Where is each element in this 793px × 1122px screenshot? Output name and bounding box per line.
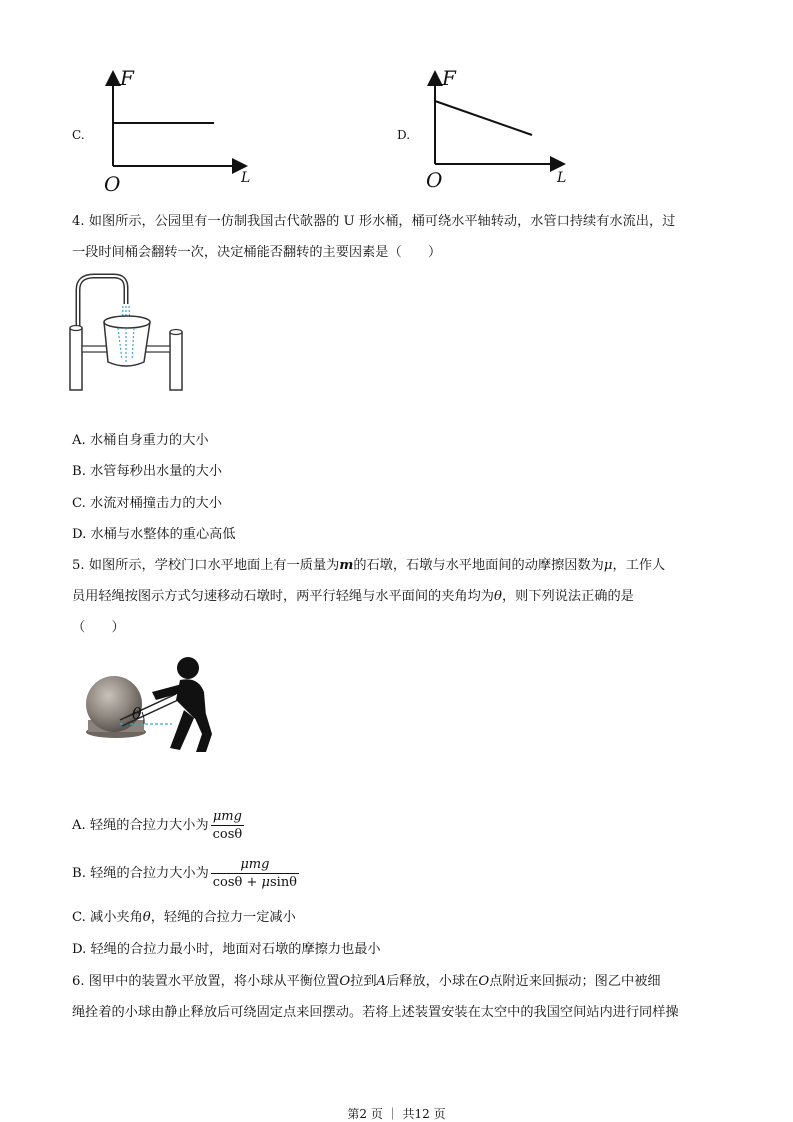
q4-option-a: A. 水桶自身重力的大小	[72, 433, 209, 448]
q4-stem-line1: 4. 如图所示，公园里有一仿制我国古代欹器的 U 形水桶，桶可绕水平轴转动，水管口持续有水流出，过	[72, 214, 676, 229]
q4-stem-line2: 一段时间桶会翻转一次，决定桶能否翻转的主要因素是（ ）	[72, 245, 442, 260]
graph-c-x-label: L	[241, 170, 251, 186]
theta-label: θ	[132, 704, 142, 723]
graph-d-x-label: L	[557, 170, 567, 186]
option-d-label: D.	[397, 128, 411, 142]
graph-d-y-label: F	[442, 66, 456, 90]
option-c-label: C.	[72, 128, 85, 142]
q4-option-b: B. 水管每秒出水量的大小	[72, 464, 222, 479]
q5-stem-line1: 5. 如图所示，学校门口水平地面上有一质量为m的石墩，石墩与水平地面间的动摩擦因数为μ，工作人	[72, 558, 666, 573]
q5-option-b: B. 轻绳的合拉力大小为 $\frac{\text{μmg}}{\cos\theta + \mu\sin\theta}$	[72, 856, 298, 890]
q5-option-d: D. 轻绳的合拉力最小时，地面对石墩的摩擦力也最小	[72, 942, 381, 957]
stone-pier-figure	[72, 648, 222, 768]
graph-d-origin: O	[426, 168, 443, 192]
q5-option-a: A. 轻绳的合拉力大小为 $\frac{\text{μmg}}{\cos\theta}$	[72, 808, 243, 842]
worker-silhouette	[152, 657, 212, 752]
q5-stem-line3: （ ）	[72, 620, 125, 635]
q5-option-c: C. 减小夹角θ，轻绳的合拉力一定减小	[72, 910, 296, 925]
right-post	[170, 332, 182, 390]
graph-c-y-label: F	[120, 66, 134, 90]
q6-stem-line2: 绳拴着的小球由静止释放后可绕固定点来回摆动。若将上述装置安装在太空中的我国空间站内进行同样操	[72, 1005, 679, 1020]
graph-c-origin: O	[104, 172, 121, 196]
q4-option-c: C. 水流对桶撞击力的大小	[72, 496, 222, 511]
bucket-figure	[66, 270, 196, 392]
left-post	[70, 328, 82, 390]
page-footer: 第2 页 ｜ 共12 页	[347, 1107, 446, 1121]
q6-stem-line1: 6. 图甲中的装置水平放置，将小球从平衡位置O拉到A后释放，小球在O点附近来回振动；图乙中被细	[72, 974, 661, 989]
q5-stem-line2: 员用轻绳按图示方式匀速移动石墩时，两平行轻绳与水平面间的夹角均为θ，则下列说法正确的是	[72, 589, 634, 604]
decreasing-force-line	[435, 101, 532, 135]
q4-option-d: D. 水桶与水整体的重心高低	[72, 527, 236, 542]
